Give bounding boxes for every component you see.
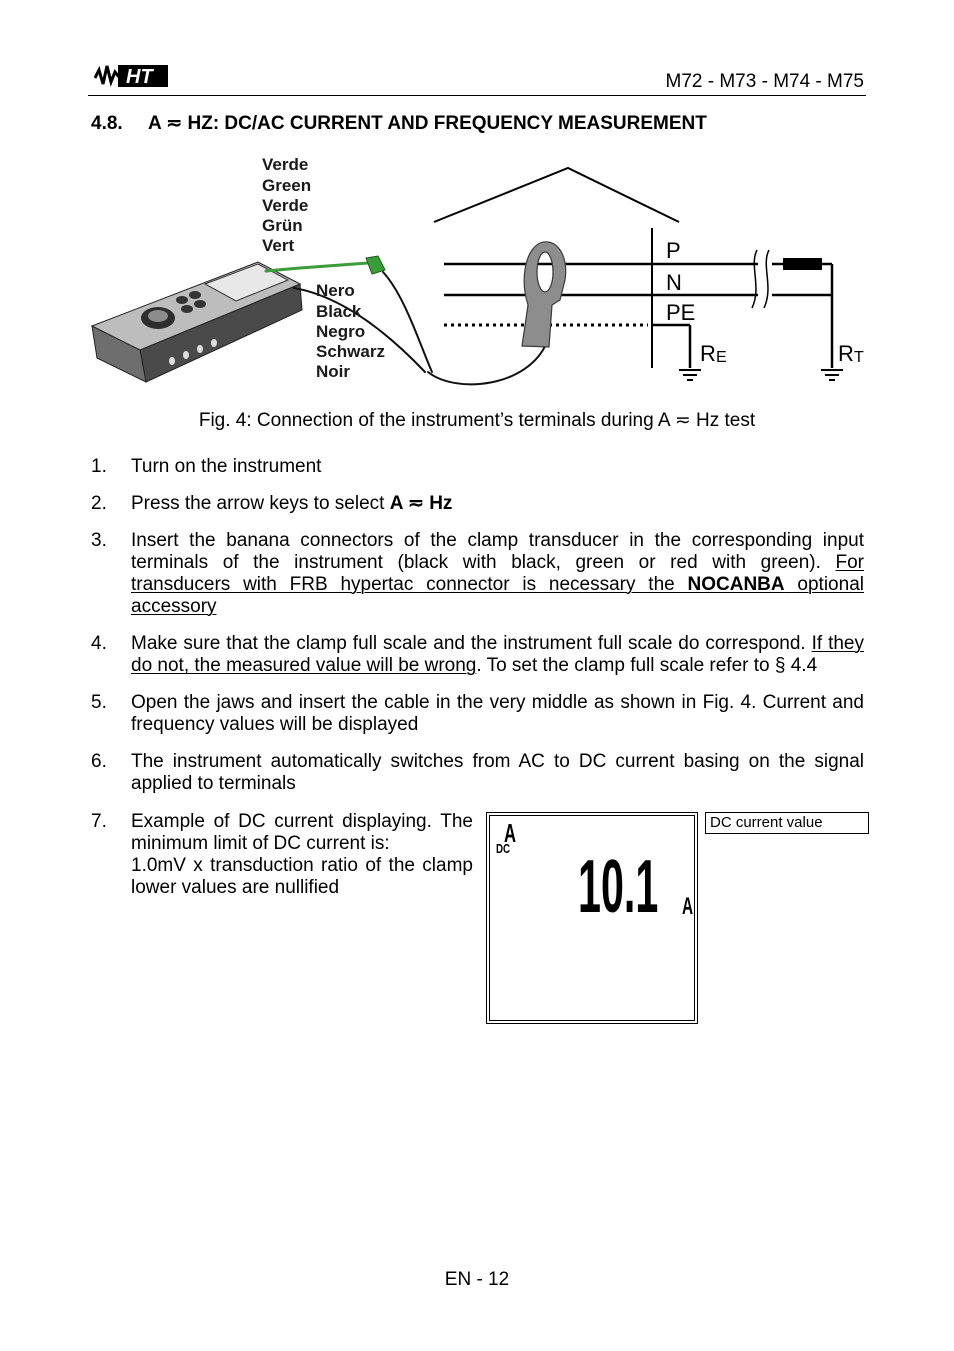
step-body (131, 692, 864, 736)
green-plug (366, 256, 385, 274)
green-lead-label: Verde (262, 155, 309, 174)
step-line (131, 877, 473, 899)
neutral-label: N (666, 270, 682, 295)
step-line (131, 833, 473, 855)
step-line (131, 633, 864, 655)
step-text: Turn on the instrument (131, 456, 322, 477)
step-line (131, 456, 864, 478)
black-lead-label: Black (316, 302, 362, 321)
step-body (131, 751, 864, 795)
step-body (131, 530, 864, 618)
step-line (131, 493, 864, 515)
step-line (131, 811, 473, 833)
step-text: . To set the clamp full scale refer to § 4.4 (476, 655, 818, 676)
step-line (131, 773, 864, 795)
step-body (131, 633, 864, 677)
waveform-icon (95, 66, 119, 84)
step-line (131, 855, 473, 877)
step-number: 5. (91, 692, 107, 713)
step-line (131, 552, 864, 574)
step-line (131, 751, 864, 773)
step-text: Insert the banana connectors of the clamp transducer in the corresponding input (131, 530, 864, 551)
underlined-text: transducers with FRB hypertac connector is necessary the (131, 574, 688, 595)
step-text: frequency values will be displayed (131, 714, 419, 735)
black-lead-label: Noir (316, 362, 350, 381)
step-number: 7. (91, 811, 107, 832)
lcd-unit: A (682, 893, 694, 920)
header-rule (88, 95, 866, 96)
green-lead-label: Grün (262, 216, 303, 235)
accessory-name: NOCANBA (687, 574, 785, 595)
lcd-display (486, 812, 698, 1024)
logo-text: HT (126, 66, 153, 88)
step-line (131, 714, 864, 736)
current-clamp (522, 242, 566, 347)
step-number: 3. (91, 530, 107, 551)
step-text: applied to terminals (131, 773, 296, 794)
green-lead-label: Vert (262, 236, 295, 255)
instrument-key (176, 296, 188, 304)
rt-label: R (838, 341, 854, 366)
step-text: Open the jaws and insert the cable in the very middle as shown in Fig. 4. Current and (131, 692, 864, 713)
page-number: EN - 12 (444, 1269, 510, 1290)
step-line (131, 655, 864, 677)
function-name: A ≂ Hz (389, 493, 453, 514)
step-number: 6. (91, 751, 107, 772)
model-list: M72 - M73 - M74 - M75 (665, 71, 864, 92)
black-lead-label: Nero (316, 281, 355, 300)
underlined-text: If they (811, 633, 864, 654)
rotary-selector-knob (148, 310, 168, 322)
step-line (131, 530, 864, 552)
step-text: terminals of the instrument (black with black, green or red with green). (131, 552, 836, 573)
lcd-mode-symbol: A (504, 818, 517, 848)
instrument-socket (197, 345, 203, 353)
section-title: A ≂ HZ: DC/AC CURRENT AND FREQUENCY MEASUREMENT (148, 113, 707, 134)
instrument-key (189, 291, 201, 299)
step-body (131, 493, 864, 515)
underlined-text: For (835, 552, 864, 573)
brand-logo-graphic (94, 60, 174, 90)
step-text: 1.0mV x transduction ratio of the clamp (131, 855, 473, 876)
ground-icon (679, 370, 701, 380)
house-roof (434, 168, 679, 222)
underlined-text: optional (784, 574, 864, 595)
black-lead-label: Negro (316, 322, 366, 341)
underlined-text: do not, the measured value will be wrong (131, 655, 477, 676)
step-text: The instrument automatically switches from AC to DC current basing on the signal (131, 751, 864, 772)
break-mark-left (752, 250, 757, 308)
callout-box (705, 812, 869, 834)
green-lead-label: Green (262, 176, 312, 195)
resistor (783, 258, 822, 270)
underlined-text: accessory (131, 596, 217, 617)
step-number: 1. (91, 456, 107, 477)
green-lead-label: Verde (262, 196, 309, 215)
pe-label: PE (666, 300, 696, 325)
re-label: R (700, 341, 716, 366)
step-text: Example of DC current displaying. The (131, 811, 473, 832)
black-lead-label: Schwarz (316, 342, 385, 361)
step-line (131, 692, 864, 714)
instrument-drawing (92, 262, 302, 382)
clamp-lead (383, 272, 432, 372)
re-subscript: E (716, 349, 727, 366)
break-mark-right (764, 250, 769, 308)
clamp-cable (428, 342, 547, 384)
step-line (131, 596, 864, 618)
instrument-key (194, 300, 206, 308)
step-text: Make sure that the clamp full scale and the instrument full scale do correspond. (131, 633, 812, 654)
instrument-socket (183, 351, 189, 359)
installation-lines (434, 168, 832, 368)
step-text: minimum limit of DC current is: (131, 833, 390, 854)
rt-subscript: T (854, 349, 864, 366)
step-text: Press the arrow keys to select (131, 493, 390, 514)
ground-icon (821, 370, 843, 380)
instrument-key (181, 305, 193, 313)
step-number: 2. (91, 493, 107, 514)
step-body (131, 811, 473, 899)
green-lead (266, 263, 368, 271)
instrument-socket (169, 357, 175, 365)
figure-caption: Fig. 4: Connection of the instrument’s terminals during A ≂ Hz test (198, 410, 756, 431)
step-body (131, 456, 864, 478)
instrument-socket (211, 339, 217, 347)
connection-diagram (85, 150, 875, 395)
step-text: lower values are nullified (131, 877, 340, 898)
lcd-reading: 10.1 (578, 844, 659, 928)
brand-logo (94, 60, 174, 90)
step-line (131, 574, 864, 596)
callout-text: DC current value (710, 814, 823, 831)
step-number: 4. (91, 633, 107, 654)
phase-label: P (666, 238, 681, 263)
section-number: 4.8. (91, 113, 123, 134)
lcd-mode-subscript: DC (496, 841, 511, 856)
